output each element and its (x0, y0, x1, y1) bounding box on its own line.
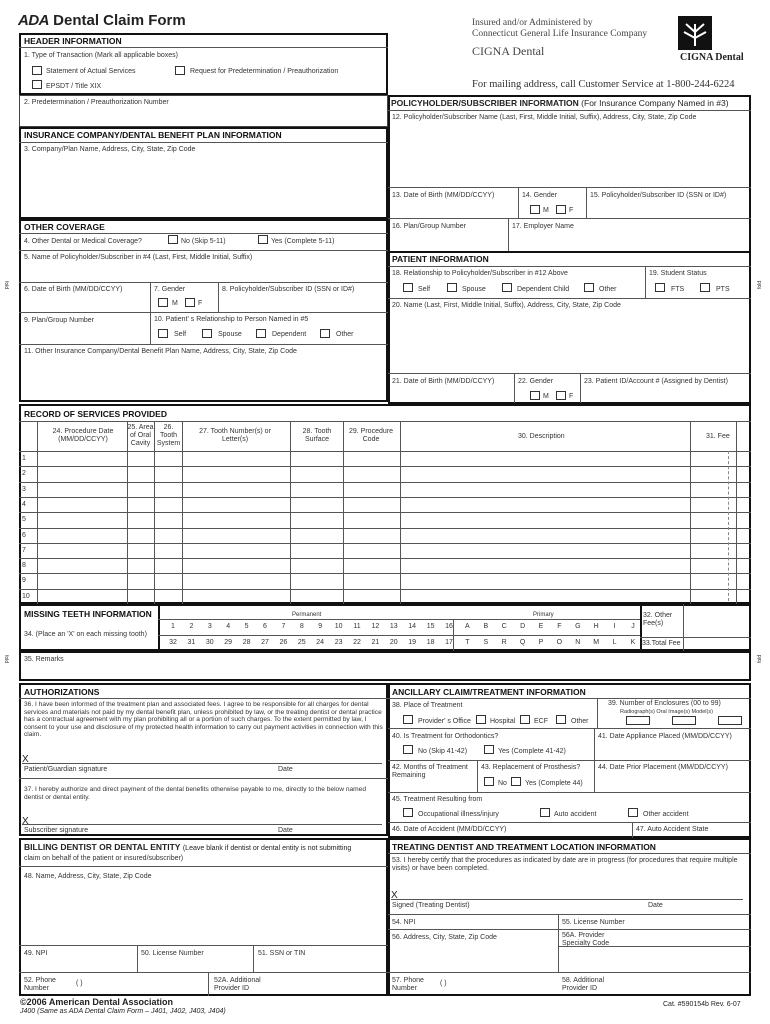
remarks-section[interactable] (19, 651, 751, 681)
field-11-label[interactable]: 11. Other Insurance Company/Dental Benefit Plan Name, Address, City, State, Zip Code (24, 348, 297, 355)
table-row[interactable] (19, 573, 751, 588)
field-56-label[interactable]: 56. Address, City, State, Zip Code (392, 934, 497, 941)
other-coverage-yes-checkbox[interactable] (258, 235, 268, 244)
student-fts-label: FTS (671, 286, 685, 293)
occupational-label: Occupational illness/injury (418, 811, 499, 818)
auto-accident-checkbox[interactable] (540, 808, 550, 817)
other-accident-checkbox[interactable] (628, 808, 638, 817)
field-15-label[interactable]: 15. Policyholder/Subscriber ID (SSN or ID#) (590, 192, 727, 199)
treating-heading: TREATING DENTIST AND TREATMENT LOCATION INFORMATION (392, 842, 656, 852)
table-row[interactable] (19, 451, 751, 466)
rel18-other-label: Other (599, 286, 617, 293)
other-coverage-heading: OTHER COVERAGE (24, 222, 105, 232)
actual-services-label: Statement of Actual Services (46, 68, 136, 75)
field-17-label[interactable]: 17. Employer Name (512, 223, 574, 230)
col-procedure-code: 29. Procedure Code (349, 428, 393, 443)
tooth-upper[interactable]: 7 (281, 623, 286, 630)
tooth-lower[interactable]: 25 (297, 639, 306, 646)
gender14-f-label: F (569, 207, 574, 214)
row-number: 5 (22, 516, 26, 524)
field-4-label: 4. Other Dental or Medical Coverage? (24, 238, 142, 245)
gender22-m-checkbox[interactable] (530, 391, 540, 400)
row-divider (19, 558, 751, 559)
field-37-text: 37. I hereby authorize and direct payment of the dental benefits otherwise payable to me, directly to the below named dentist or dental entity. (24, 786, 366, 801)
rel18-other-checkbox[interactable] (584, 283, 594, 292)
place-other-checkbox[interactable] (556, 715, 566, 724)
tooth-lower[interactable]: O (556, 639, 563, 646)
predetermination-label: Request for Predetermination / Preauthorization (190, 68, 339, 75)
place-office-label: Provider' s Office (418, 718, 471, 725)
table-row[interactable] (19, 528, 751, 543)
epsdt-checkbox[interactable] (32, 80, 42, 89)
tooth-upper[interactable]: F (557, 623, 562, 630)
gender7-f-label: F (198, 300, 203, 307)
field-8-label[interactable]: 8. Policyholder/Subscriber ID (SSN or ID#) (222, 286, 355, 293)
field-21-label[interactable]: 21. Date of Birth (MM/DD/CCYY) (392, 378, 495, 385)
field-23-label[interactable]: 23. Patient ID/Account # (Assigned by Dentist) (584, 378, 728, 385)
fold-mark-left-1: fold (3, 280, 10, 290)
rel18-self-label: Self (418, 286, 431, 293)
row-number: 1 (22, 455, 26, 462)
place-hospital-label: Hospital (490, 718, 516, 725)
field-48-label[interactable]: 48. Name, Address, City, State, Zip Code (24, 873, 152, 880)
field-18-label: 18. Relationship to Policyholder/Subscriber in #12 Above (392, 270, 568, 277)
insurer-line1: Insured and/or Administered by (472, 18, 593, 28)
tooth-lower[interactable]: 17 (445, 639, 453, 646)
tooth-lower[interactable]: 29 (224, 639, 233, 646)
table-row[interactable] (19, 589, 751, 604)
patient-date-label: Date (278, 766, 293, 773)
table-row[interactable] (19, 543, 751, 558)
table-row[interactable] (19, 558, 751, 573)
other-coverage-yes-label: Yes (Complete 5-11) (271, 238, 335, 245)
fold-mark-right-1: fold (757, 280, 764, 290)
field-52-label: 52. Phone Number (24, 977, 56, 992)
other-coverage-no-label: No (Skip 5-11) (181, 238, 226, 245)
field-54-label[interactable]: 54. NPI (392, 919, 416, 926)
row-number: 3 (22, 485, 26, 493)
subscriber-sig-label: Subscriber signature (24, 827, 89, 834)
field-38-label: 38. Place of Treatment (392, 702, 463, 709)
auto-accident-label: Auto accident (554, 811, 597, 818)
other-coverage-section (19, 219, 388, 402)
field-39-label: 39. Number of Enclosures (00 to 99) (608, 700, 721, 707)
tooth-upper[interactable]: 9 (318, 623, 323, 630)
rel18-dependent-label: Dependent Child (517, 286, 570, 293)
ortho-yes-label: Yes (Complete 41-42) (498, 748, 566, 755)
gender14-m-label: M (543, 207, 549, 214)
tooth-lower[interactable]: T (465, 639, 470, 646)
rel18-dependent-checkbox[interactable] (502, 283, 512, 292)
gender14-f-checkbox[interactable] (556, 205, 566, 214)
field-6-label[interactable]: 6. Date of Birth (MM/DD/CCYY) (24, 286, 123, 293)
rel10-self-label: Self (174, 331, 187, 338)
row-divider (19, 528, 751, 529)
tooth-lower[interactable]: 19 (408, 639, 417, 646)
rel10-self-checkbox[interactable] (158, 329, 168, 338)
epsdt-label: EPSDT / Title XIX (46, 83, 102, 90)
billing-heading-note2: claim on behalf of the patient or insured/subscriber) (24, 855, 184, 862)
field-5-label[interactable]: 5. Name of Policyholder/Subscriber in #4 (Last, First, Middle Initial, Suffix) (24, 254, 253, 261)
treating-signed-label: Signed (Treating Dentist) (392, 902, 470, 909)
other-accident-label: Other accident (643, 811, 689, 818)
form-name: Dental Claim Form (53, 12, 186, 29)
row-divider (19, 589, 751, 590)
gender22-f-label: F (569, 393, 574, 400)
ortho-no-label: No (Skip 41-42) (418, 748, 468, 755)
tooth-lower[interactable]: 24 (316, 639, 325, 646)
student-pts-checkbox[interactable] (700, 283, 710, 292)
table-row[interactable] (19, 466, 751, 481)
tooth-lower[interactable]: N (575, 639, 581, 646)
tooth-lower[interactable]: P (538, 639, 544, 646)
gender22-f-checkbox[interactable] (556, 391, 566, 400)
tooth-lower[interactable]: 18 (426, 639, 435, 646)
authorizations-heading: AUTHORIZATIONS (24, 687, 100, 697)
insurer-name: CIGNA Dental (472, 44, 545, 58)
tooth-lower[interactable]: 28 (242, 639, 251, 646)
field-2-label: 2. Predetermination / Preauthorization Number (24, 99, 169, 106)
missing-teeth-heading: MISSING TEETH INFORMATION (24, 609, 152, 619)
footer-forms: J400 (Same as ADA Dental Claim Form – J401, J402, J403, J404) (20, 1008, 226, 1015)
tooth-upper[interactable]: 8 (299, 623, 304, 630)
field-57-label: 57. Phone Number (392, 977, 424, 992)
occupational-checkbox[interactable] (403, 808, 413, 817)
field-7-label: 7. Gender (154, 286, 186, 293)
tooth-lower[interactable]: 32 (169, 639, 177, 646)
tooth-lower[interactable]: 20 (389, 639, 398, 646)
tooth-upper[interactable]: 11 (353, 623, 361, 630)
tooth-upper[interactable]: 15 (426, 623, 435, 630)
insurer-line2: Connecticut General Life Insurance Company (472, 29, 648, 39)
treating-phone-area[interactable]: ( ) (440, 980, 447, 987)
insurance-section (19, 127, 388, 219)
ancillary-heading: ANCILLARY CLAIM/TREATMENT INFORMATION (392, 687, 586, 697)
tooth-lower[interactable]: 27 (261, 639, 269, 646)
field-47-label[interactable]: 47. Auto Accident State (636, 826, 709, 833)
col-tooth-number: 27. Tooth Number(s) or Letter(s) (199, 428, 271, 443)
policyholder-heading-note: (For Insurance Company Named in #3) (581, 98, 729, 108)
treating-date-label: Date (648, 902, 663, 909)
rel10-other-label: Other (336, 331, 354, 338)
actual-services-checkbox[interactable] (32, 66, 42, 75)
field-40-label: 40. Is Treatment for Orthodontics? (392, 733, 499, 740)
field-43-label: 43. Replacement of Prosthesis? (481, 764, 581, 771)
predetermination-checkbox[interactable] (175, 66, 185, 75)
rel10-dependent-checkbox[interactable] (256, 329, 266, 338)
field-9-label[interactable]: 9. Plan/Group Number (24, 317, 95, 324)
permanent-label: Permanent (292, 612, 322, 618)
tooth-upper[interactable]: 4 (226, 623, 231, 630)
rel10-other-checkbox[interactable] (320, 329, 330, 338)
field-16-label[interactable]: 16. Plan/Group Number (392, 223, 466, 230)
place-ecf-checkbox[interactable] (520, 715, 530, 724)
patient-sig-label: Patient/Guardian signature (24, 766, 108, 773)
field-32-label: 32. Other Fee(s) (643, 612, 673, 627)
row-number: 10 (22, 592, 30, 600)
ortho-yes-checkbox[interactable] (484, 745, 494, 754)
fee-cents-divider (728, 451, 729, 601)
field-22-label: 22. Gender (518, 378, 554, 385)
table-row[interactable] (19, 512, 751, 527)
tooth-lower[interactable]: 30 (205, 639, 214, 646)
field-13-label[interactable]: 13. Date of Birth (MM/DD/CCYY) (392, 192, 495, 199)
field-52a-label[interactable]: 52A. Additional Provider ID (214, 977, 261, 992)
gender7-f-checkbox[interactable] (185, 298, 195, 307)
billing-heading: BILLING DENTIST OR DENTAL ENTITY (24, 842, 181, 852)
rel18-spouse-label: Spouse (462, 286, 486, 293)
field-12-label[interactable]: 12. Policyholder/Subscriber Name (Last, First, Middle Initial, Suffix), Address, City, State, Zip Code (392, 114, 697, 121)
tooth-lower[interactable]: 23 (334, 639, 343, 646)
tooth-lower[interactable]: 21 (371, 639, 380, 646)
field-56a-label[interactable]: 56A. Provider Specialty Code (562, 932, 610, 947)
tooth-lower[interactable]: 26 (279, 639, 288, 646)
tooth-upper[interactable]: C (501, 623, 507, 630)
gender7-m-label: M (172, 300, 178, 307)
tooth-upper[interactable]: G (575, 623, 581, 630)
billing-heading-wrap (24, 842, 351, 852)
col-tooth-surface: 28. Tooth Surface (302, 428, 332, 443)
field-1-label: 1. Type of Transaction (Mark all applicable boxes) (24, 52, 178, 59)
field-53-text: 53. I hereby certify that the procedures as indicated by date are in progress (for procedures that require multiple visits) or have been completed. (392, 857, 738, 872)
billing-heading-note: (Leave blank if dentist or dental entity is not submitting (182, 845, 352, 852)
model-count-box[interactable] (718, 716, 742, 725)
footer-cat: Cat. #590154b Rev. 6-07 (663, 1001, 741, 1008)
field-58-label[interactable]: 58. Additional Provider ID (562, 977, 605, 992)
row-number: 4 (22, 500, 26, 508)
row-divider (19, 543, 751, 544)
policyholder-heading-wrap (391, 98, 729, 108)
tooth-upper[interactable]: H (593, 623, 599, 630)
field-20-label[interactable]: 20. Name (Last, First, Middle Initial, Suffix), Address, City, State, Zip Code (392, 302, 621, 309)
rel10-spouse-label: Spouse (218, 331, 242, 338)
col-procedure-date: 24. Procedure Date (MM/DD/CCYY) (52, 428, 114, 443)
services-heading: RECORD OF SERVICES PROVIDED (24, 409, 167, 419)
place-hospital-checkbox[interactable] (476, 715, 486, 724)
tooth-upper[interactable]: 1 (171, 623, 175, 630)
tooth-lower[interactable]: M (593, 639, 600, 646)
subscriber-signature-line[interactable] (22, 824, 382, 825)
field-34-label: 34. (Place an 'X' on each missing tooth) (24, 631, 147, 638)
cigna-logo-text: CIGNA Dental (680, 52, 744, 63)
tooth-upper[interactable]: 12 (371, 623, 380, 630)
row-divider (19, 497, 751, 498)
row-divider (19, 512, 751, 513)
table-row[interactable] (19, 497, 751, 512)
insurance-heading: INSURANCE COMPANY/DENTAL BENEFIT PLAN INFORMATION (24, 130, 282, 140)
rel10-dependent-label: Dependent (272, 331, 307, 338)
field-42-label[interactable]: 42. Months of Treatment Remaining (392, 764, 468, 779)
header-heading: HEADER INFORMATION (24, 36, 122, 46)
primary-label: Primary (533, 612, 554, 618)
ortho-no-checkbox[interactable] (403, 745, 413, 754)
prosthesis-no-label: No (498, 780, 507, 787)
tooth-upper[interactable]: 13 (389, 623, 398, 630)
row-number: 2 (22, 470, 26, 478)
tooth-upper[interactable]: A (465, 623, 470, 630)
tooth-upper[interactable]: E (538, 623, 544, 630)
field-10-label: 10. Patient' s Relationship to Person Named in #5 (154, 316, 309, 323)
table-row[interactable] (19, 482, 751, 497)
fold-mark-right-2: fold (757, 654, 764, 664)
enclosure-types: Radiograph(s) Oral Image(s) Model(s) (620, 709, 713, 715)
tooth-lower[interactable]: R (501, 639, 507, 646)
gender7-m-checkbox[interactable] (158, 298, 168, 307)
row-divider (19, 482, 751, 483)
insurer-block (472, 18, 647, 57)
field-45-label: 45. Treatment Resulting from (392, 796, 483, 803)
tooth-upper[interactable]: B (483, 623, 489, 630)
tooth-lower[interactable]: K (630, 639, 636, 646)
patient-sig-x: X (22, 754, 29, 765)
tooth-upper[interactable]: 2 (189, 623, 194, 630)
prosthesis-no-checkbox[interactable] (484, 777, 494, 786)
radiograph-count-box[interactable] (626, 716, 650, 725)
prosthesis-yes-checkbox[interactable] (511, 777, 521, 786)
subscriber-date-label: Date (278, 827, 293, 834)
field-49-label[interactable]: 49. NPI (24, 950, 48, 957)
tooth-lower[interactable]: S (483, 639, 489, 646)
patient-heading: PATIENT INFORMATION (392, 254, 489, 264)
mailing-note: For mailing address, call Customer Service at 1-800-244-6224 (472, 79, 735, 90)
tooth-upper[interactable]: 14 (408, 623, 417, 630)
row-number: 7 (22, 546, 26, 554)
other-coverage-no-checkbox[interactable] (168, 235, 178, 244)
tooth-upper[interactable]: I (613, 623, 616, 630)
tooth-lower[interactable]: Q (519, 639, 526, 646)
cigna-tree-logo-icon (678, 16, 712, 50)
form-title (18, 12, 186, 29)
field-33-label: 33.Total Fee (642, 640, 681, 647)
field-46-label[interactable]: 46. Date of Accident (MM/DD/CCYY) (392, 826, 507, 833)
row-divider (19, 466, 751, 467)
field-36-text: 36. I have been informed of the treatment plan and associated fees. I agree to be responsible for all charges for dental services and materials not paid by my dental benefit plan, unless prohibited by law, or the treating dentist or dental practice has a contractual agreement with my plan prohibiting all or a portion of such charges. To the extent permitted by law, I consent to your use and disclosure of my protected health information to carry out payment activities in connection with this claim. (24, 701, 383, 739)
tooth-lower[interactable]: L (612, 639, 617, 646)
row-divider (19, 573, 751, 574)
col-description: 30. Description (518, 433, 565, 440)
rel18-spouse-checkbox[interactable] (447, 283, 457, 292)
field-19-label: 19. Student Status (649, 270, 707, 277)
field-3-label[interactable]: 3. Company/Plan Name, Address, City, State, Zip Code (24, 146, 196, 153)
col-area-oral-cavity: 25. Area of Oral Cavity (127, 424, 154, 447)
prosthesis-yes-label: Yes (Complete 44) (525, 780, 583, 787)
tooth-lower[interactable]: 22 (353, 639, 361, 646)
student-fts-checkbox[interactable] (655, 283, 665, 292)
row-number: 6 (22, 531, 26, 539)
tooth-upper[interactable]: 16 (445, 623, 453, 630)
field-14-label: 14. Gender (522, 192, 558, 199)
footer-copyright: ©2006 American Dental Association (20, 997, 174, 1007)
place-other-label: Other (571, 718, 589, 725)
billing-phone-area[interactable]: ( ) (76, 980, 83, 987)
col-tooth-system: 26. Tooth System (156, 424, 181, 447)
field-41-label[interactable]: 41. Date Appliance Placed (MM/DD/CCYY) (598, 733, 732, 740)
gender14-m-checkbox[interactable] (530, 205, 540, 214)
patient-signature-line[interactable] (22, 763, 382, 764)
field-35-label: 35. Remarks (24, 656, 64, 663)
rel18-self-checkbox[interactable] (403, 283, 413, 292)
field-44-label[interactable]: 44. Date Prior Placement (MM/DD/CCYY) (598, 764, 728, 771)
gender22-m-label: M (543, 393, 549, 400)
field-51-label[interactable]: 51. SSN or TIN (258, 950, 306, 957)
tooth-upper[interactable]: 5 (244, 623, 249, 630)
field-55-label[interactable]: 55. License Number (562, 919, 625, 926)
tooth-upper[interactable]: J (631, 623, 635, 630)
tooth-upper[interactable]: 6 (263, 623, 267, 630)
row-number: 8 (22, 562, 26, 570)
tooth-upper[interactable]: D (520, 623, 526, 630)
subscriber-sig-x: X (22, 816, 29, 827)
treating-sig-x: X (391, 890, 398, 901)
rel10-spouse-checkbox[interactable] (202, 329, 212, 338)
treating-signature-line[interactable] (391, 899, 743, 900)
student-pts-label: PTS (716, 286, 730, 293)
oral-image-count-box[interactable] (672, 716, 696, 725)
fold-mark-left-2: fold (3, 654, 10, 664)
policyholder-heading: POLICYHOLDER/SUBSCRIBER INFORMATION (391, 98, 579, 108)
place-ecf-label: ECF (534, 718, 548, 725)
field-50-label[interactable]: 50. License Number (141, 950, 204, 957)
col-fee: 31. Fee (706, 433, 730, 440)
place-office-checkbox[interactable] (403, 715, 413, 724)
tooth-upper[interactable]: 10 (334, 623, 343, 630)
row-number: 9 (22, 577, 26, 585)
tooth-upper[interactable]: 3 (207, 623, 212, 630)
tooth-lower[interactable]: 31 (187, 639, 196, 646)
ada-logo: ADA (18, 12, 49, 29)
